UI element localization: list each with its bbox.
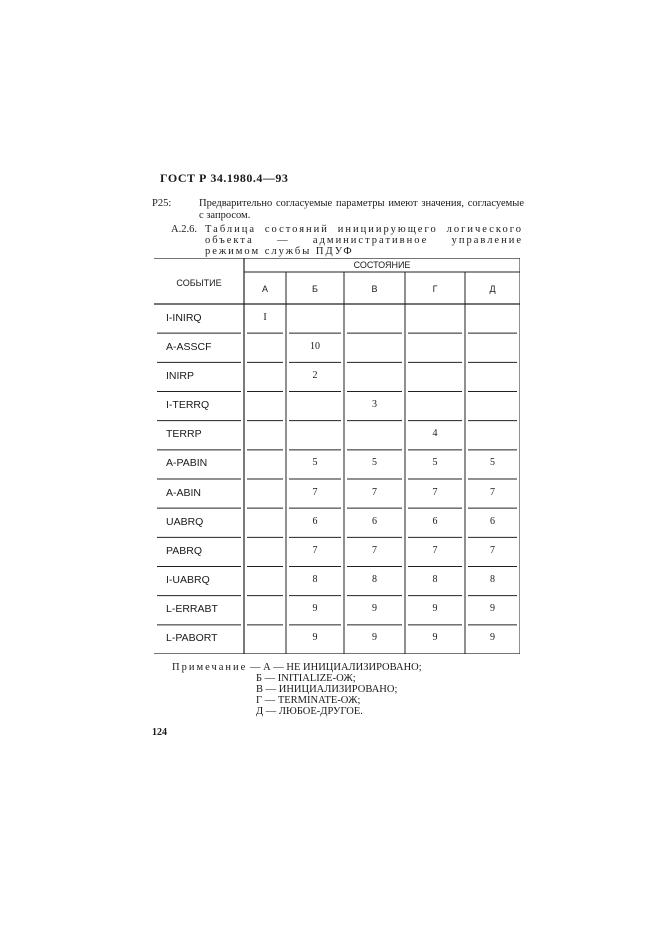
state-table xyxy=(154,258,520,654)
state-column-2: В xyxy=(371,284,378,294)
state-cell: 7 xyxy=(490,544,495,556)
state-cell: 9 xyxy=(372,632,377,644)
state-cell: 9 xyxy=(432,632,438,644)
state-cell: 2 xyxy=(312,369,318,381)
a26-title: Таблица состояний инициирующего логического объекта — административное управление режимом службы ПДУФ xyxy=(205,224,523,257)
state-column-header: СОСТОЯНИЕ xyxy=(353,260,411,270)
event-cell: A-ASSCF xyxy=(166,340,212,353)
state-cell: 8 xyxy=(432,574,438,586)
document-header: ГОСТ Р 34.1980.4—93 xyxy=(160,171,289,185)
state-cell: 6 xyxy=(372,515,377,527)
event-column-header: СОБЫТИЕ xyxy=(176,278,222,288)
state-cell: 5 xyxy=(372,457,377,469)
state-cell: 7 xyxy=(490,486,495,498)
event-cell: I-INIRQ xyxy=(166,311,202,324)
event-cell: UABRQ xyxy=(166,515,204,528)
event-cell: PABRQ xyxy=(166,544,202,557)
state-cell: 3 xyxy=(372,399,377,411)
state-cell: 7 xyxy=(312,544,318,556)
event-cell: INIRP xyxy=(166,369,195,382)
state-cell: 7 xyxy=(432,544,438,556)
state-column-1: Б xyxy=(312,284,318,294)
state-cell: 8 xyxy=(490,574,495,586)
note-line: Г — TERMINATE-ОЖ; xyxy=(256,695,361,706)
state-cell: 9 xyxy=(312,603,318,615)
state-cell: 6 xyxy=(432,515,438,527)
state-cell: 8 xyxy=(312,574,318,586)
event-cell: I-TERRQ xyxy=(166,399,210,412)
event-cell: L-ERRABT xyxy=(166,603,218,616)
state-cell: 7 xyxy=(432,486,438,498)
note-line: В — ИНИЦИАЛИЗИРОВАНО; xyxy=(256,684,398,695)
note-line: — А — НЕ ИНИЦИАЛИЗИРОВАНО; xyxy=(249,662,422,673)
event-cell: A-PABIN xyxy=(166,457,208,470)
state-cell: 10 xyxy=(310,340,320,352)
state-cell: 9 xyxy=(490,632,495,644)
state-cell: 5 xyxy=(312,457,318,469)
state-column-0: А xyxy=(261,284,268,294)
event-cell: I-UABRQ xyxy=(166,574,210,587)
state-column-4: Д xyxy=(489,284,496,294)
state-cell: 9 xyxy=(312,632,318,644)
event-cell: L-PABORT xyxy=(166,632,218,645)
event-cell: A-ABIN xyxy=(166,486,202,499)
state-cell: 7 xyxy=(312,486,318,498)
note-line: Б — INITIALIZE-ОЖ; xyxy=(256,673,356,684)
note-label: Примечание xyxy=(172,662,248,673)
page-number: 124 xyxy=(152,727,167,738)
state-cell: 5 xyxy=(490,457,495,469)
state-cell: 5 xyxy=(432,457,438,469)
p25-label: Р25: xyxy=(152,198,172,209)
state-cell: 6 xyxy=(490,515,495,527)
table-grid xyxy=(154,258,520,654)
state-cell: 8 xyxy=(372,574,377,586)
state-cell: 4 xyxy=(432,428,438,440)
state-cell: 7 xyxy=(372,544,377,556)
state-cell: 7 xyxy=(372,486,377,498)
state-cell: 9 xyxy=(432,603,438,615)
state-cell: 9 xyxy=(372,603,377,615)
event-cell: TERRP xyxy=(166,428,202,441)
state-cell: 6 xyxy=(312,515,318,527)
p25-text: Предварительно согласуемые параметры имеют значения, согласуемые с запросом. xyxy=(199,198,524,221)
state-cell: 9 xyxy=(490,603,495,615)
state-cell: I xyxy=(263,311,267,323)
note-line: Д — ЛЮБОЕ-ДРУГОЕ. xyxy=(256,706,363,717)
a26-label: А.2.6. xyxy=(171,224,197,235)
state-column-3: Г xyxy=(432,284,438,294)
